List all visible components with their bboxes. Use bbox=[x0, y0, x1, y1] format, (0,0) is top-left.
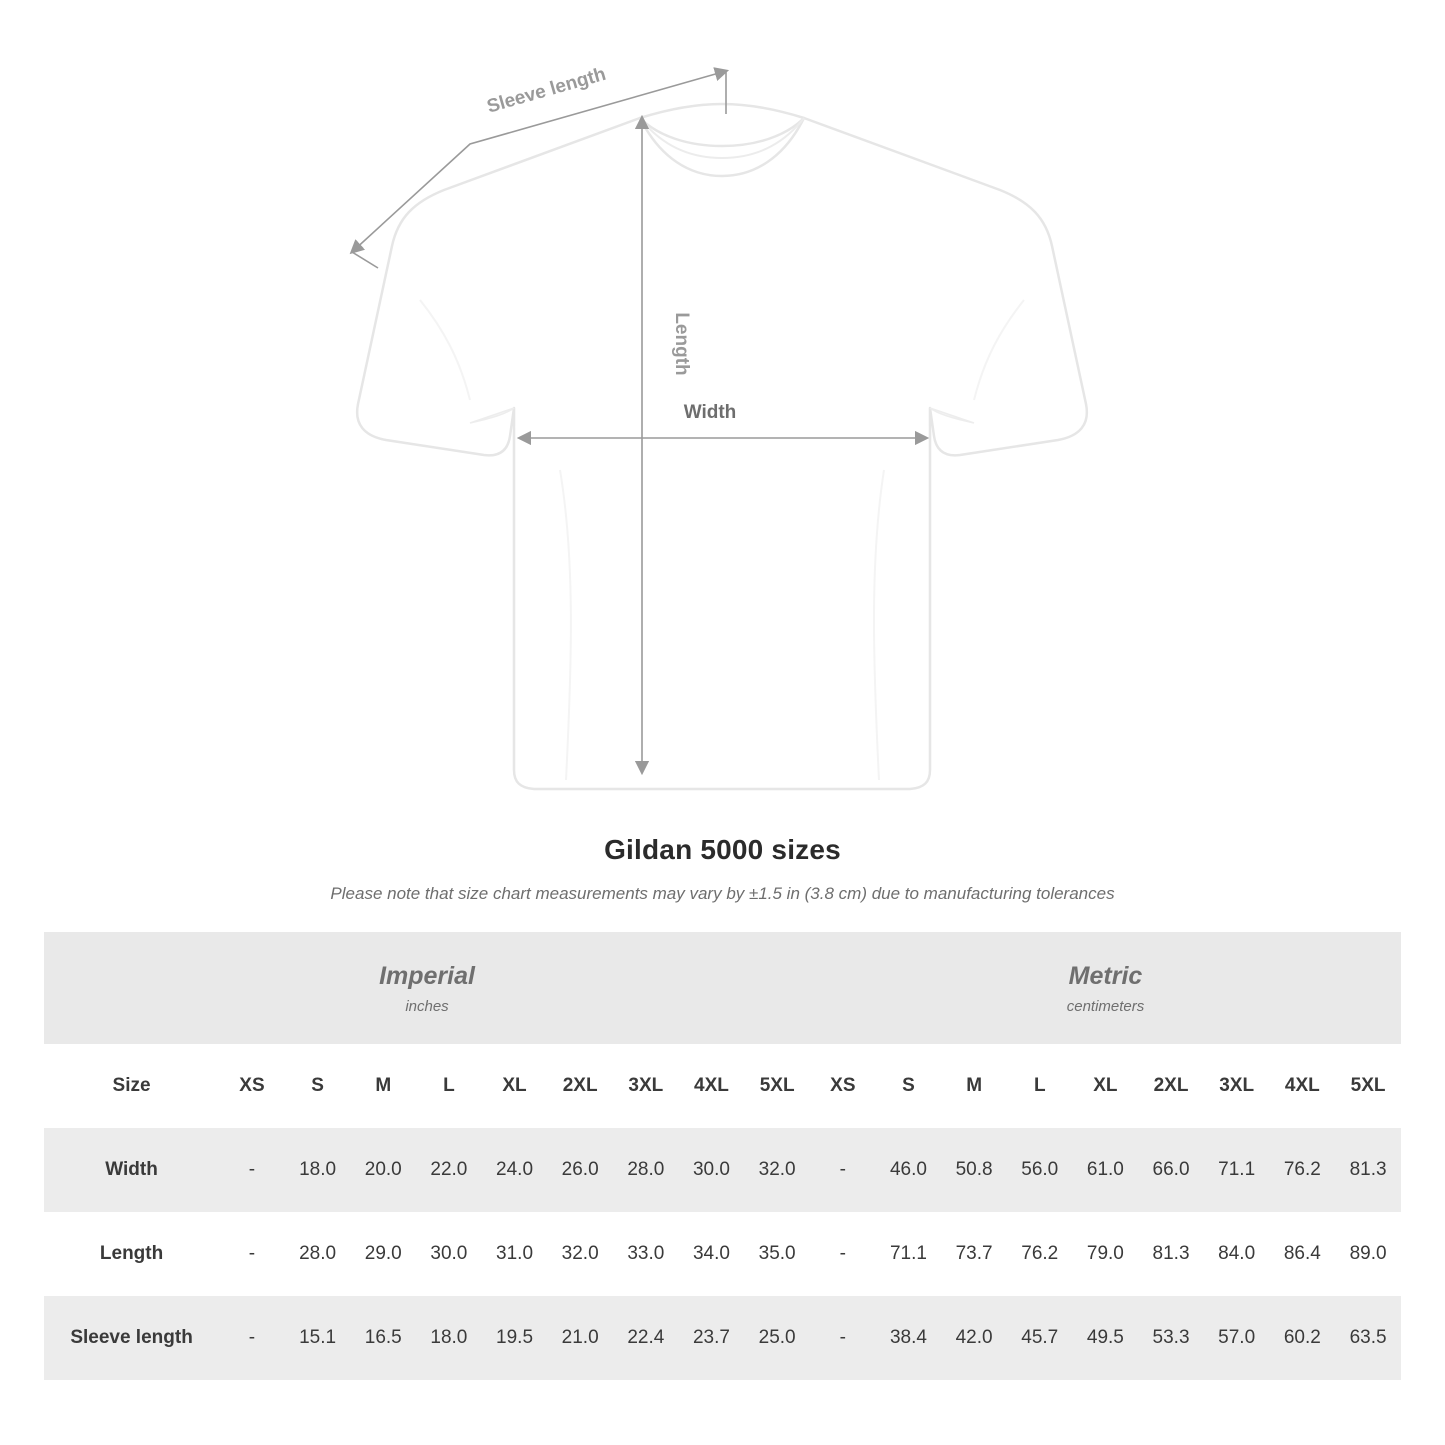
cell: 24.0 bbox=[482, 1128, 548, 1212]
col-header: 2XL bbox=[1138, 1044, 1204, 1128]
cell: 32.0 bbox=[744, 1128, 810, 1212]
cell: 53.3 bbox=[1138, 1296, 1204, 1380]
imperial-label: Imperial bbox=[379, 961, 475, 990]
col-header: XS bbox=[219, 1044, 285, 1128]
cell: 46.0 bbox=[876, 1128, 942, 1212]
cell: - bbox=[219, 1212, 285, 1296]
table-row bbox=[44, 1296, 1401, 1380]
tolerance-note: Please note that size chart measurements may vary by ±1.5 in (3.8 cm) due to manufacturing tolerances bbox=[330, 884, 1115, 903]
cell: 30.0 bbox=[416, 1212, 482, 1296]
cell: 76.2 bbox=[1007, 1212, 1073, 1296]
cell: 61.0 bbox=[1073, 1128, 1139, 1212]
cell: 15.1 bbox=[285, 1296, 351, 1380]
cell: 22.4 bbox=[613, 1296, 679, 1380]
row-label-width: Width bbox=[44, 1128, 219, 1212]
col-header: 2XL bbox=[547, 1044, 613, 1128]
cell: 21.0 bbox=[547, 1296, 613, 1380]
cell: 76.2 bbox=[1269, 1128, 1335, 1212]
cell: 22.0 bbox=[416, 1128, 482, 1212]
cell: 56.0 bbox=[1007, 1128, 1073, 1212]
cell: 25.0 bbox=[744, 1296, 810, 1380]
cell: 32.0 bbox=[547, 1212, 613, 1296]
size-table bbox=[44, 932, 1401, 1380]
col-header: 5XL bbox=[744, 1044, 810, 1128]
cell: 33.0 bbox=[613, 1212, 679, 1296]
cell: 71.1 bbox=[876, 1212, 942, 1296]
cell: 86.4 bbox=[1269, 1212, 1335, 1296]
cell: 18.0 bbox=[416, 1296, 482, 1380]
col-header: L bbox=[1007, 1044, 1073, 1128]
cell: 66.0 bbox=[1138, 1128, 1204, 1212]
table-row bbox=[44, 1128, 1401, 1212]
col-header: M bbox=[350, 1044, 416, 1128]
length-label: Length bbox=[671, 312, 692, 376]
col-header: 3XL bbox=[1204, 1044, 1270, 1128]
sleeve-length-label: Sleeve length bbox=[484, 63, 609, 118]
col-header: 5XL bbox=[1335, 1044, 1401, 1128]
width-label: Width bbox=[683, 402, 737, 423]
size-header: Size bbox=[44, 1044, 219, 1128]
cell: - bbox=[219, 1296, 285, 1380]
cell: 71.1 bbox=[1204, 1128, 1270, 1212]
row-label-length: Length bbox=[44, 1212, 219, 1296]
col-header: M bbox=[941, 1044, 1007, 1128]
cell: 38.4 bbox=[876, 1296, 942, 1380]
cell: 84.0 bbox=[1204, 1212, 1270, 1296]
cell: 30.0 bbox=[679, 1128, 745, 1212]
cell: 89.0 bbox=[1335, 1212, 1401, 1296]
units-row bbox=[44, 932, 1401, 1044]
imperial-unit-cell bbox=[44, 932, 810, 1044]
col-header: S bbox=[876, 1044, 942, 1128]
cell: 42.0 bbox=[941, 1296, 1007, 1380]
cell: - bbox=[219, 1128, 285, 1212]
cell: 34.0 bbox=[679, 1212, 745, 1296]
cell: 28.0 bbox=[285, 1212, 351, 1296]
col-header: L bbox=[416, 1044, 482, 1128]
cell: 73.7 bbox=[941, 1212, 1007, 1296]
cell: 49.5 bbox=[1073, 1296, 1139, 1380]
col-header: 3XL bbox=[613, 1044, 679, 1128]
page-title: Gildan 5000 sizes bbox=[604, 834, 841, 865]
cell: 29.0 bbox=[350, 1212, 416, 1296]
size-table-wrap bbox=[44, 932, 1401, 1380]
cell: 50.8 bbox=[941, 1128, 1007, 1212]
cell: 20.0 bbox=[350, 1128, 416, 1212]
col-header: XS bbox=[810, 1044, 876, 1128]
col-header: 4XL bbox=[1269, 1044, 1335, 1128]
col-header: XL bbox=[482, 1044, 548, 1128]
cell: 60.2 bbox=[1269, 1296, 1335, 1380]
chart-titles bbox=[0, 834, 1445, 904]
cell: 45.7 bbox=[1007, 1296, 1073, 1380]
col-header: S bbox=[285, 1044, 351, 1128]
cell: 16.5 bbox=[350, 1296, 416, 1380]
cell: 18.0 bbox=[285, 1128, 351, 1212]
cell: 28.0 bbox=[613, 1128, 679, 1212]
tshirt-shape bbox=[357, 104, 1087, 789]
table-header-row bbox=[44, 1044, 1401, 1128]
metric-sub: centimeters bbox=[1066, 997, 1145, 1015]
cell: 23.7 bbox=[679, 1296, 745, 1380]
cell: 57.0 bbox=[1204, 1296, 1270, 1380]
col-header: 4XL bbox=[679, 1044, 745, 1128]
imperial-sub: inches bbox=[405, 997, 449, 1015]
cell: 35.0 bbox=[744, 1212, 810, 1296]
table-row bbox=[44, 1212, 1401, 1296]
cell: - bbox=[810, 1296, 876, 1380]
cell: 81.3 bbox=[1138, 1212, 1204, 1296]
metric-unit-cell bbox=[810, 932, 1401, 1044]
cell: - bbox=[810, 1128, 876, 1212]
cell: 26.0 bbox=[547, 1128, 613, 1212]
cell: - bbox=[810, 1212, 876, 1296]
row-label-sleeve-length: Sleeve length bbox=[44, 1296, 219, 1380]
cell: 19.5 bbox=[482, 1296, 548, 1380]
cell: 63.5 bbox=[1335, 1296, 1401, 1380]
cell: 79.0 bbox=[1073, 1212, 1139, 1296]
col-header: XL bbox=[1073, 1044, 1139, 1128]
cell: 31.0 bbox=[482, 1212, 548, 1296]
cell: 81.3 bbox=[1335, 1128, 1401, 1212]
metric-label: Metric bbox=[1068, 961, 1143, 990]
